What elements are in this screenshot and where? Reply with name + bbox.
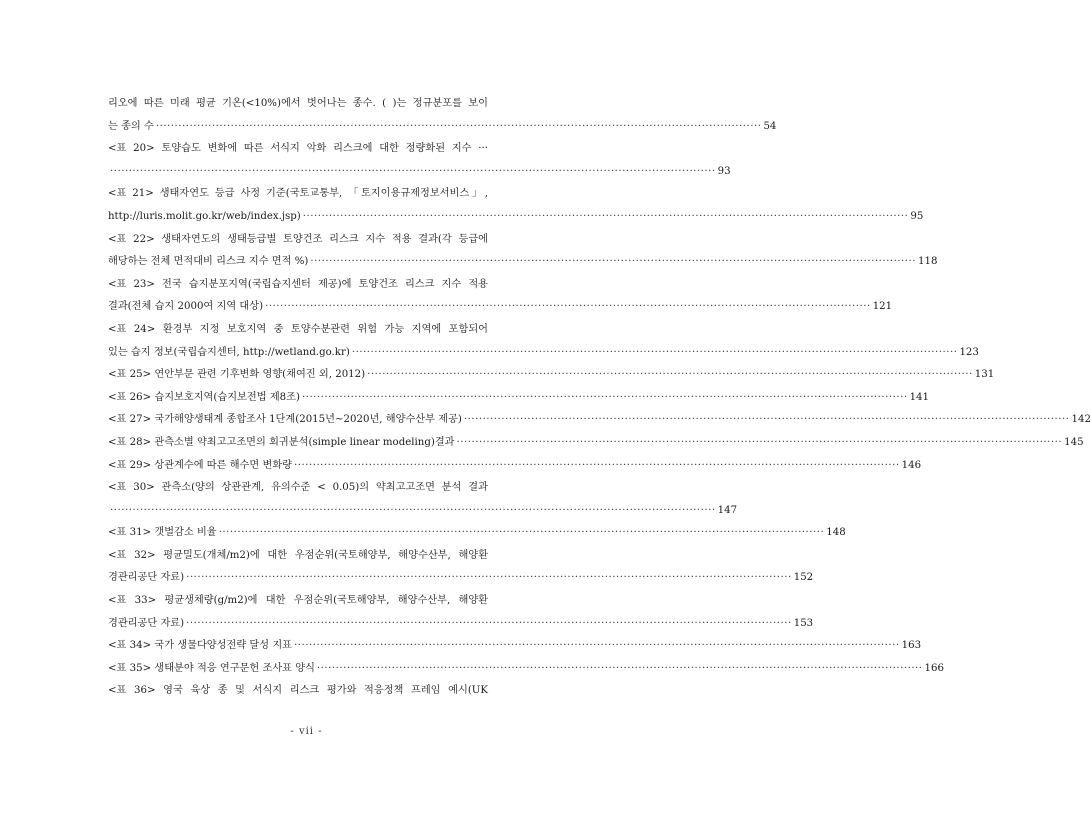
toc-entry[interactable]: [108, 93, 777, 138]
dot-leader: [186, 567, 792, 590]
toc-entry-title: <표 35> 생태분야 적응 연구문헌 조사표 양식: [108, 662, 315, 674]
toc-entry-title-line: 리오에 따른 미래 평균 기온(<10%)에서 벗어나는 종수. ( )는 정규분포를 보이: [108, 98, 488, 109]
dot-leader: [352, 342, 958, 365]
toc-entry-title: 경관리공단 자료): [108, 617, 185, 629]
toc-entry[interactable]: [108, 545, 814, 590]
toc-entry[interactable]: [108, 364, 995, 387]
toc-entry[interactable]: [108, 183, 924, 228]
dot-leader: [156, 116, 762, 139]
toc-entry-title: <표 29> 상관계수에 따른 해수면 변화량: [108, 459, 293, 471]
toc-page-number: 121: [872, 301, 893, 313]
toc-page-number: 123: [959, 346, 979, 358]
toc-entry[interactable]: [108, 387, 930, 410]
dot-leader: [317, 658, 923, 681]
toc-entry-title-line: <표 22> 생태자연도의 생태등급별 토양건조 리스크 지수 적용 결과(각 등급에: [108, 233, 488, 245]
toc-entry-title-line: <표 24> 환경부 지정 보호지역 중 토양수분관련 위험 가능 지역에 포함되어: [108, 323, 488, 335]
dot-leader: [303, 206, 909, 229]
toc-entry-title-line: <표 32> 평균밀도(개체/m2)에 대한 우점순위(국토해양부, 해양수산부, 해양환: [108, 549, 488, 561]
dot-leader: [294, 455, 900, 478]
dot-leader: [367, 364, 973, 387]
toc-page-number: 142: [1071, 414, 1091, 426]
dot-leader: [110, 500, 716, 523]
table-of-contents: [108, 93, 1091, 703]
toc-entry[interactable]: [108, 658, 944, 681]
toc-entry-title-line: <표 30> 관측소(양의 상관관계, 유의수준 < 0.05)의 약최고고조면 분석 결과: [108, 482, 488, 494]
toc-entry-title: 경관리공단 자료): [108, 572, 185, 584]
toc-entry[interactable]: [108, 522, 846, 545]
toc-page-number: 163: [901, 640, 922, 652]
toc-entry[interactable]: [108, 274, 893, 319]
toc-entry[interactable]: [108, 590, 814, 635]
toc-entry[interactable]: [108, 455, 922, 478]
toc-entry[interactable]: [108, 138, 731, 183]
dot-leader: [219, 522, 825, 545]
toc-entry-title: 는 종의 수: [108, 120, 154, 132]
toc-entry-title: <표 27> 국가해양생태계 종합조사 1단계(2015년~2020년, 해양수산부 제공): [108, 414, 462, 426]
toc-entry[interactable]: [108, 680, 488, 703]
toc-page-number: 54: [763, 120, 777, 132]
toc-entry-title-line: <표 23> 전국 습지분포지역(국립습지센터 제공)에 토양건조 리스크 지수 적용: [108, 278, 488, 290]
toc-page-number: 93: [717, 165, 731, 177]
toc-entry-title: <표 28> 관측소별 약최고고조면의 회귀분석(simple linear modeling)결과: [108, 436, 455, 448]
dot-leader: [302, 387, 908, 410]
dot-leader: [294, 635, 900, 658]
toc-entry-title: <표 34> 국가 생물다양성전략 달성 지표: [108, 640, 293, 652]
toc-entry[interactable]: [108, 432, 1084, 455]
toc-entry[interactable]: [108, 635, 922, 658]
toc-entry-title-line: <표 36> 영국 육상 종 및 서식지 리스크 평가와 적응정책 프레임 예시(UK: [108, 685, 488, 697]
toc-page-number: 145: [1064, 436, 1084, 448]
toc-page-number: 146: [901, 459, 922, 471]
toc-entry-title-line: <표 21> 생태자연도 등급 사정 기준(국토교통부, 「토지이용규제정보서비스」,: [108, 188, 488, 200]
toc-entry-title: <표 25> 연안부문 관련 기후변화 영향(채여진 외, 2012): [108, 369, 366, 381]
dot-leader: [265, 296, 871, 319]
dot-leader: [186, 613, 792, 636]
toc-entry[interactable]: [108, 319, 979, 364]
dot-leader: [457, 432, 1063, 455]
toc-page-number: 118: [918, 256, 938, 268]
toc-page-number: 148: [826, 527, 846, 539]
toc-entry-title: <표 26> 습지보호지역(습지보전법 제8조): [108, 391, 300, 403]
dot-leader: [310, 251, 916, 274]
toc-entry-title-line: <표 20> 토양습도 변화에 따른 서식지 악화 리스크에 대한 정량화된 지수 ···: [108, 143, 488, 155]
toc-page-number: 153: [793, 617, 814, 629]
toc-entry[interactable]: [108, 477, 738, 522]
toc-entry[interactable]: [108, 229, 938, 274]
dot-leader: [110, 161, 716, 184]
toc-page-number: 152: [793, 572, 814, 584]
toc-page-number: 141: [909, 391, 930, 403]
toc-entry-title: <표 31> 갯벌감소 비율: [108, 527, 217, 539]
toc-page-number: 95: [910, 210, 924, 222]
toc-page-number: 166: [924, 662, 944, 674]
toc-entry-title-line: <표 33> 평균생체량(g/m2)에 대한 우점순위(국토해양부, 해양수산부, 해양환: [108, 595, 488, 607]
toc-entry-title: 해당하는 전체 면적대비 리스크 지수 면적 %): [108, 256, 309, 268]
toc-page-number: 131: [974, 369, 995, 381]
dot-leader: [464, 409, 1070, 432]
page-number-footer: - vii -: [290, 726, 323, 737]
toc-page-number: 147: [717, 504, 738, 516]
toc-entry[interactable]: [108, 409, 1091, 432]
toc-entry-title: http://luris.molit.go.kr/web/index.jsp): [108, 210, 301, 222]
toc-entry-title: 결과(전체 습지 2000여 지역 대상): [108, 301, 264, 313]
toc-entry-title: 있는 습지 정보(국립습지센터, http://wetland.go.kr): [108, 346, 350, 358]
